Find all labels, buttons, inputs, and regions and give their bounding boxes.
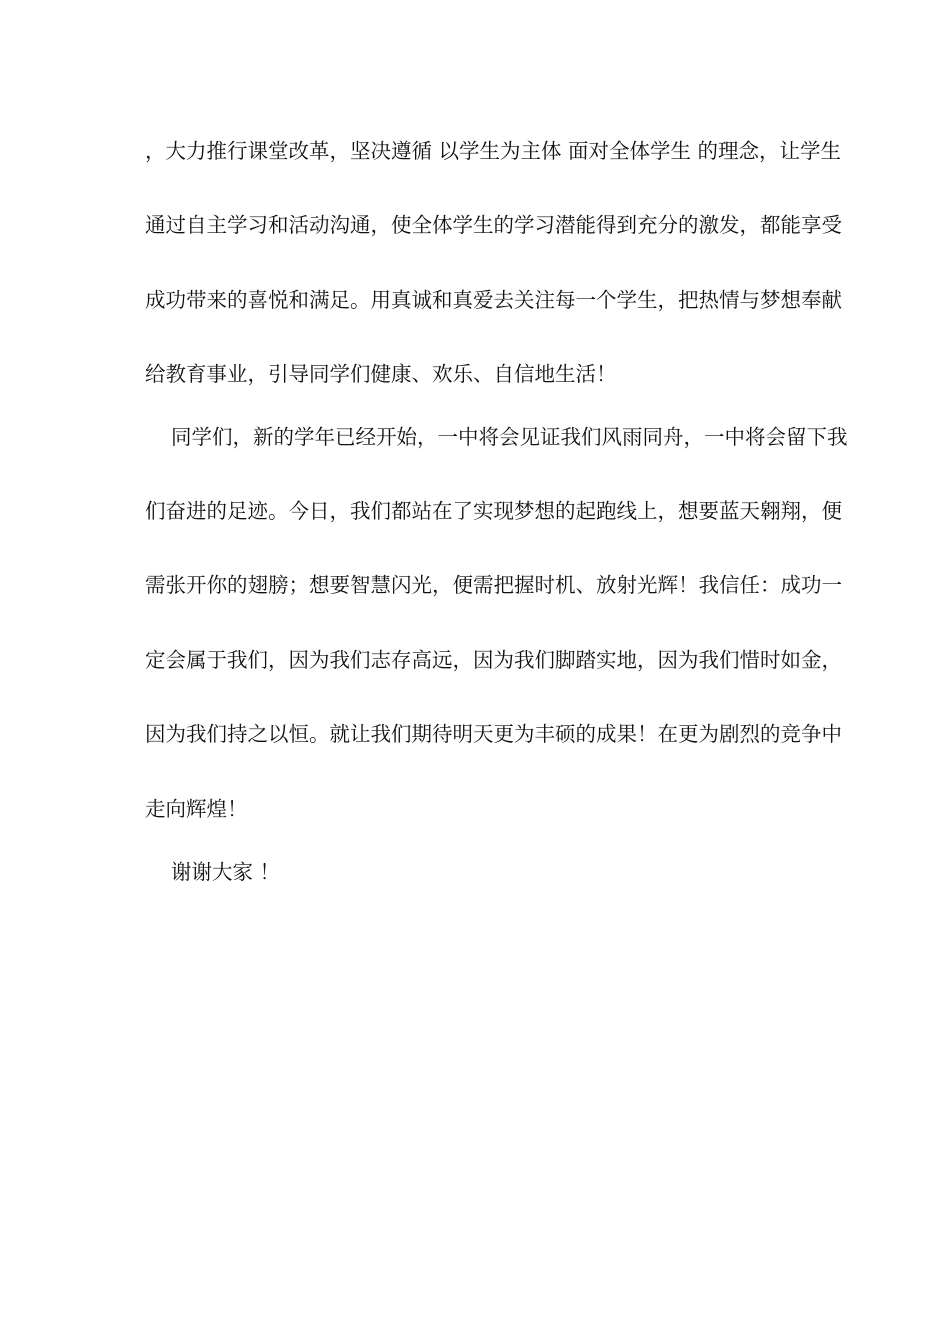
closing-thanks: 谢谢大家 ！ [171, 860, 281, 884]
text-line-7: 需张开你的翅膀；想要智慧闪光，便需把握时机、放射光辉！我信任：成功一 [145, 573, 842, 597]
text-line-1: ，大力推行课堂改革，坚决遵循 以学生为主体 面对全体学生 的理念，让学生 [145, 139, 842, 163]
text-line-2: 通过自主学习和活动沟通，使全体学生的学习潜能得到充分的激发，都能享受 [145, 213, 842, 237]
text-line-5: 同学们，新的学年已经开始，一中将会见证我们风雨同舟，一中将会留下我 [171, 425, 848, 449]
text-line-4: 给教育事业，引导同学们健康、欢乐、自信地生活！ [145, 362, 617, 386]
text-line-6: 们奋进的足迹。今日，我们都站在了实现梦想的起跑线上，想要蓝天翱翔，便 [145, 499, 842, 523]
text-line-9: 因为我们持之以恒。就让我们期待明天更为丰硕的成果！在更为剧烈的竞争中 [145, 722, 842, 746]
text-line-10: 走向辉煌！ [145, 797, 248, 821]
text-line-3: 成功带来的喜悦和满足。用真诚和真爱去关注每一个学生，把热情与梦想奉献 [145, 288, 842, 312]
text-line-8: 定会属于我们，因为我们志存高远，因为我们脚踏实地，因为我们惜时如金， [145, 648, 842, 672]
